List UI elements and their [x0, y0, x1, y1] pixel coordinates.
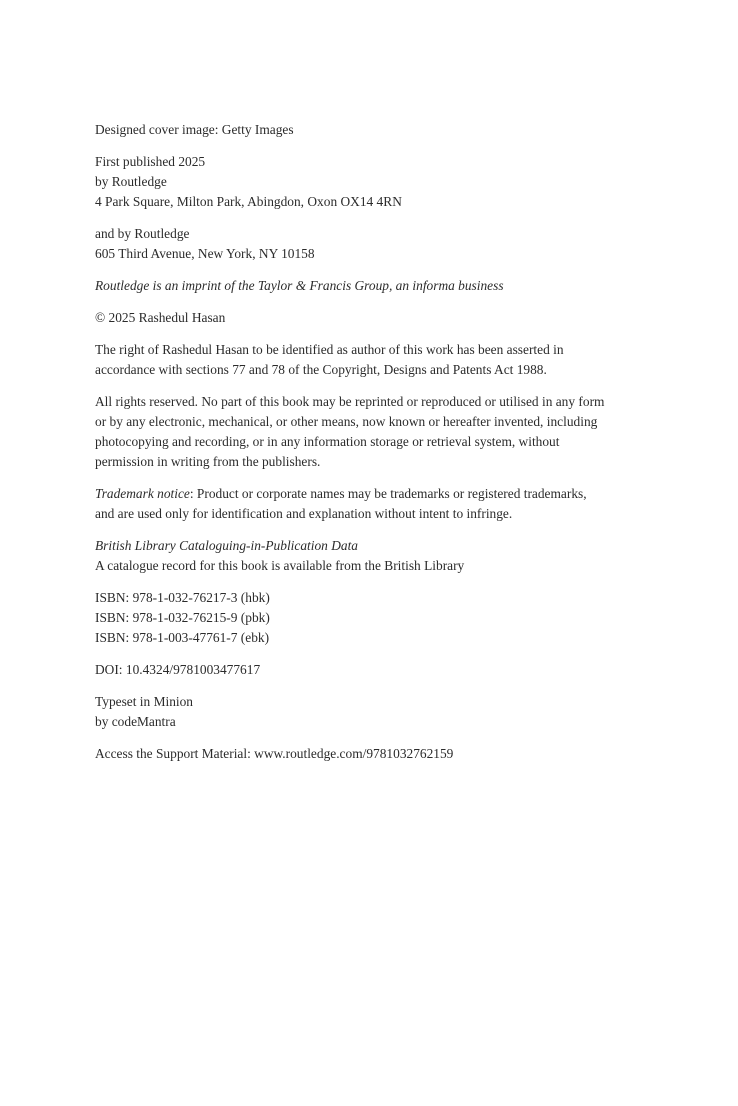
publication-info [95, 152, 635, 212]
trademark-line: and are used only for identification and explanation without intent to infringe. [95, 506, 513, 521]
typeset-font: Typeset in Minion [95, 694, 193, 709]
all-rights-line: All rights reserved. No part of this book may be reprinted or reproduced or utilised in any form [95, 394, 605, 409]
typeset-by: by codeMantra [95, 714, 176, 729]
publisher-line-us: and by Routledge [95, 226, 190, 241]
typeset-info [95, 692, 635, 732]
trademark-line [95, 484, 635, 504]
all-rights-line: photocopying and recording, or in any information storage or retrieval system, without [95, 434, 560, 449]
imprint-note [95, 276, 635, 296]
doi [95, 660, 635, 680]
support-material [95, 744, 635, 764]
cip-data [95, 536, 635, 576]
imprint-note-text: Routledge is an imprint of the Taylor & Francis Group, an informa business [95, 278, 504, 293]
publication-info-us [95, 224, 635, 264]
publisher-line: by Routledge [95, 174, 167, 189]
rights-asserted-line: The right of Rashedul Hasan to be identified as author of this work has been asserted in [95, 342, 564, 357]
isbn-list [95, 588, 635, 648]
copyright-text: © 2025 Rashedul Hasan [95, 310, 226, 325]
trademark-text: : Product or corporate names may be trademarks or registered trademarks, [189, 486, 587, 501]
first-published: First published 2025 [95, 154, 206, 169]
copyright-notice [95, 308, 635, 328]
cover-credit-text: Designed cover image: Getty Images [95, 122, 294, 137]
trademark-notice [95, 484, 635, 524]
cover-credit [95, 120, 635, 140]
all-rights-line: or by any electronic, mechanical, or other means, now known or hereafter invented, including [95, 414, 598, 429]
rights-asserted [95, 340, 635, 380]
all-rights-reserved [95, 392, 635, 472]
doi-text: DOI: 10.4324/9781003477617 [95, 662, 261, 677]
cip-heading: British Library Cataloguing-in-Publication Data [95, 538, 358, 553]
rights-asserted-line: accordance with sections 77 and 78 of the Copyright, Designs and Patents Act 1988. [95, 362, 547, 377]
isbn-ebk: ISBN: 978-1-003-47761-7 (ebk) [95, 630, 270, 645]
copyright-page [95, 120, 635, 776]
publisher-address-uk: 4 Park Square, Milton Park, Abingdon, Oxon OX14 4RN [95, 194, 402, 209]
isbn-pbk: ISBN: 978-1-032-76215-9 (pbk) [95, 610, 270, 625]
cip-text: A catalogue record for this book is available from the British Library [95, 558, 465, 573]
isbn-hbk: ISBN: 978-1-032-76217-3 (hbk) [95, 590, 270, 605]
all-rights-line: permission in writing from the publishers. [95, 454, 321, 469]
support-material-text: Access the Support Material: www.routledge.com/9781032762159 [95, 746, 454, 761]
trademark-label: Trademark notice [95, 486, 190, 501]
publisher-address-us: 605 Third Avenue, New York, NY 10158 [95, 246, 315, 261]
